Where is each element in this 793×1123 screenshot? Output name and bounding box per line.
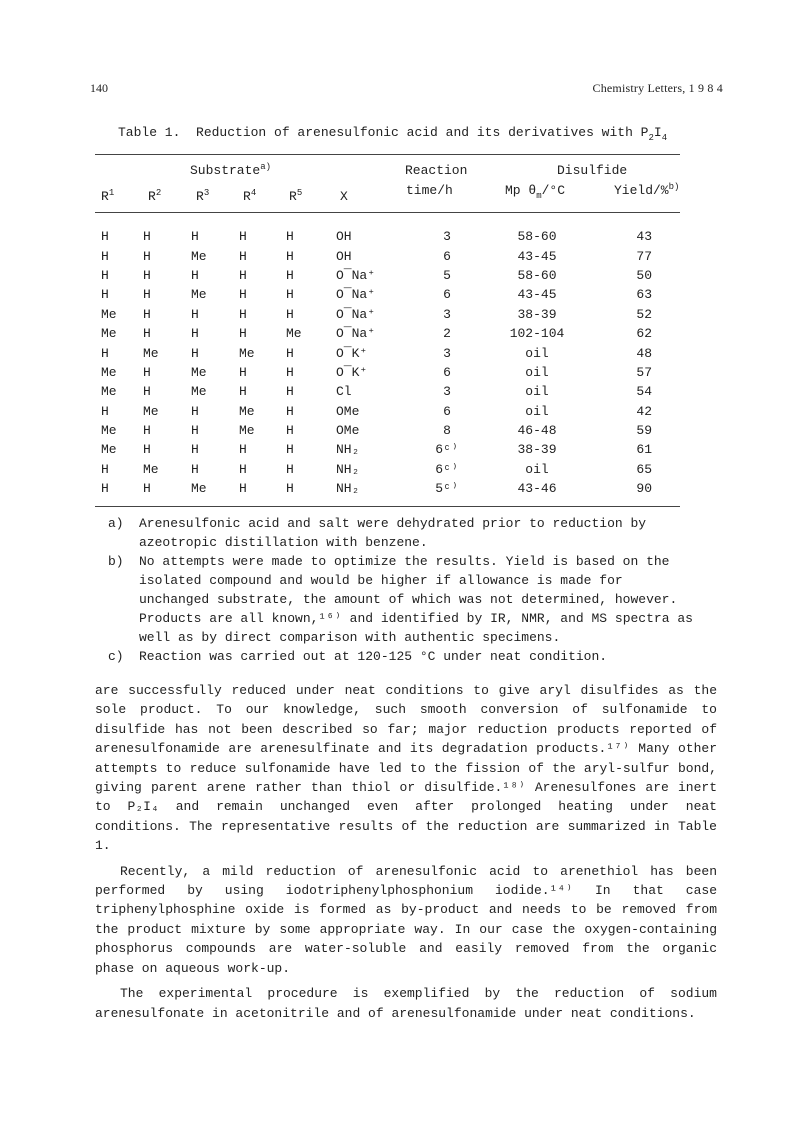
table-row xyxy=(95,285,680,304)
cell-mp: 102-104 xyxy=(509,326,565,342)
cell-r2: H xyxy=(143,267,151,283)
table-title-sub-2: 2 xyxy=(648,133,654,143)
data-table-body xyxy=(95,227,680,498)
cell-time: 6 xyxy=(443,403,451,419)
cell-yield: 52 xyxy=(636,306,652,322)
cell-yield: 54 xyxy=(636,384,652,400)
cell-r4: H xyxy=(239,267,247,283)
cell-time: 3 xyxy=(443,306,451,322)
footnote-text: No attempts were made to optimize the results. Yield is based on the isolated compound and would be higher if allowance is made for unchanged substrate, the amount of which was not determined, however. Products are all known,¹⁶⁾ and identified by IR, NMR, and MS spectra as well as by direct comparison with authentic specimens. xyxy=(139,554,693,645)
cell-r3: H xyxy=(191,423,199,439)
table-title-text: Table 1. Reduction of arenesulfonic acid and its derivatives with P xyxy=(118,125,649,140)
cell-r5: H xyxy=(286,461,294,477)
cell-yield: 50 xyxy=(636,267,652,283)
paragraph: The experimental procedure is exemplified by the reduction of sodium arenesulfonate in acetonitrile and of arenesulfonamide under neat conditions. xyxy=(95,986,717,1021)
col-r5-label: R xyxy=(289,189,297,204)
col-r4-label: R xyxy=(243,189,251,204)
cell-x: NH₂ xyxy=(336,442,360,458)
cell-r1: Me xyxy=(101,423,117,439)
cell-mp: oil xyxy=(525,364,549,380)
cell-x: O¯Na⁺ xyxy=(336,287,376,303)
cell-r4: H xyxy=(239,461,247,477)
table-row xyxy=(95,402,680,421)
cell-yield: 59 xyxy=(636,423,652,439)
cell-r1: H xyxy=(101,267,109,283)
cell-r3: H xyxy=(191,326,199,342)
cell-yield: 62 xyxy=(636,326,652,342)
cell-mp: oil xyxy=(525,403,549,419)
cell-r1: H xyxy=(101,481,109,497)
table-footnotes xyxy=(108,514,698,666)
cell-r4: H xyxy=(239,229,247,245)
cell-r4: H xyxy=(239,364,247,380)
cell-x: O¯Na⁺ xyxy=(336,267,376,283)
table-row xyxy=(95,324,680,343)
cell-r3: Me xyxy=(191,481,207,497)
cell-r4: Me xyxy=(239,345,255,361)
cell-time: 6 xyxy=(443,287,451,303)
cell-r4: H xyxy=(239,326,247,342)
cell-r2: Me xyxy=(143,403,159,419)
cell-x: OMe xyxy=(336,403,360,419)
table-row xyxy=(95,227,680,246)
cell-mp: 43-45 xyxy=(517,287,557,303)
cell-r3: Me xyxy=(191,364,207,380)
cell-x: OMe xyxy=(336,423,360,439)
col-r1-label: R xyxy=(101,189,109,204)
cell-mp: 43-45 xyxy=(517,248,557,264)
cell-r5: Me xyxy=(286,326,302,342)
cell-mp: oil xyxy=(525,461,549,477)
col-header-r4 xyxy=(243,189,256,204)
cell-r3: H xyxy=(191,267,199,283)
cell-mp: 38-39 xyxy=(517,442,557,458)
cell-r1: H xyxy=(101,287,109,303)
cell-yield: 77 xyxy=(636,248,652,264)
table-row xyxy=(95,460,680,479)
cell-r4: H xyxy=(239,287,247,303)
col-header-x: X xyxy=(340,189,348,204)
cell-r4: H xyxy=(239,384,247,400)
footnote-label: c) xyxy=(108,649,124,664)
cell-x: O¯Na⁺ xyxy=(336,306,376,322)
cell-mp: oil xyxy=(525,384,549,400)
cell-mp: 43-46 xyxy=(517,481,557,497)
cell-r5: H xyxy=(286,248,294,264)
cell-yield: 43 xyxy=(636,229,652,245)
cell-r2: H xyxy=(143,423,151,439)
col-yield-sup: b) xyxy=(668,182,680,192)
cell-r1: H xyxy=(101,403,109,419)
cell-yield: 42 xyxy=(636,403,652,419)
table-row xyxy=(95,421,680,440)
cell-r5: H xyxy=(286,229,294,245)
table-row xyxy=(95,479,680,498)
cell-time: 2 xyxy=(443,326,451,342)
cell-r2: H xyxy=(143,248,151,264)
body-text xyxy=(95,681,717,1023)
cell-r1: H xyxy=(101,345,109,361)
cell-x: OH xyxy=(336,229,352,245)
cell-r2: H xyxy=(143,287,151,303)
cell-r3: Me xyxy=(191,384,207,400)
cell-time: 3 xyxy=(443,345,451,361)
cell-time: 6 xyxy=(443,248,451,264)
cell-yield: 90 xyxy=(636,481,652,497)
reaction-header: Reaction xyxy=(405,163,468,178)
cell-x: NH₂ xyxy=(336,481,360,497)
cell-r3: H xyxy=(191,442,199,458)
cell-r1: H xyxy=(101,461,109,477)
cell-r5: H xyxy=(286,384,294,400)
cell-r4: Me xyxy=(239,403,255,419)
table-row xyxy=(95,305,680,324)
cell-mp: 38-39 xyxy=(517,306,557,322)
cell-r2: H xyxy=(143,326,151,342)
col-r3-sup: 3 xyxy=(203,188,210,198)
disulfide-header: Disulfide xyxy=(557,163,628,178)
cell-r5: H xyxy=(286,287,294,303)
cell-time: 3 xyxy=(443,384,451,400)
cell-mp: 58-60 xyxy=(517,267,557,283)
cell-r1: Me xyxy=(101,384,117,400)
cell-r4: Me xyxy=(239,423,255,439)
cell-r2: H xyxy=(143,384,151,400)
cell-r5: H xyxy=(286,345,294,361)
col-mp-unit: /°C xyxy=(541,183,566,198)
cell-time: 6ᶜ⁾ xyxy=(435,461,459,477)
footnote-text: Reaction was carried out at 120-125 °C under neat condition. xyxy=(139,649,608,664)
footnote-a xyxy=(108,514,698,552)
cell-r3: H xyxy=(191,229,199,245)
col-mp-label: Mp θ xyxy=(505,183,537,198)
cell-x: O¯K⁺ xyxy=(336,345,368,361)
table-bottom-rule xyxy=(95,506,680,507)
table-top-rule xyxy=(95,154,680,155)
col-header-r5 xyxy=(289,189,302,204)
table-title-sub-4: 4 xyxy=(661,133,668,143)
cell-r2: H xyxy=(143,306,151,322)
cell-r1: Me xyxy=(101,364,117,380)
cell-yield: 57 xyxy=(636,364,652,380)
cell-r1: Me xyxy=(101,306,117,322)
cell-r3: Me xyxy=(191,248,207,264)
cell-r1: Me xyxy=(101,326,117,342)
paragraph: are successfully reduced under neat conditions to give aryl disulfides as the sole product. To our knowledge, such smooth conversion of sulfonamide to disulfide has not been described so far; major reduction products reported of arenesulfonamide are arenesulfinate and its degradation products.¹⁷⁾ Many other attempts to reduce sulfonamide have led to the fission of the aryl-sulfur bond, giving parent arene rather than thiol or disulfide.¹⁸⁾ Arenesulfones are inert to P₂I₄ and remain unchanged even after prolonged heating under neat conditions. The representative results of the reduction are summarized in Table 1. xyxy=(95,683,717,854)
footnote-b xyxy=(108,552,698,647)
cell-r5: H xyxy=(286,403,294,419)
cell-yield: 63 xyxy=(636,287,652,303)
cell-r5: H xyxy=(286,364,294,380)
cell-x: NH₂ xyxy=(336,461,360,477)
cell-yield: 61 xyxy=(636,442,652,458)
footnote-label: b) xyxy=(108,554,124,569)
col-header-yield xyxy=(614,183,679,198)
col-header-time: time/h xyxy=(406,183,453,198)
col-r5-sup: 5 xyxy=(296,188,303,198)
cell-r1: Me xyxy=(101,442,117,458)
cell-r5: H xyxy=(286,423,294,439)
cell-mp: oil xyxy=(525,345,549,361)
cell-r1: H xyxy=(101,248,109,264)
data-table xyxy=(95,227,680,498)
cell-r2: H xyxy=(143,364,151,380)
table-row xyxy=(95,246,680,265)
col-yield-label: Yield/% xyxy=(614,183,669,198)
cell-r2: H xyxy=(143,442,151,458)
cell-time: 6ᶜ⁾ xyxy=(435,442,459,458)
cell-yield: 65 xyxy=(636,461,652,477)
cell-r2: H xyxy=(143,229,151,245)
table-header-rule xyxy=(95,212,680,213)
cell-r5: H xyxy=(286,481,294,497)
cell-r3: Me xyxy=(191,287,207,303)
cell-x: OH xyxy=(336,248,352,264)
col-header-mp xyxy=(505,183,566,201)
cell-time: 5ᶜ⁾ xyxy=(435,481,459,497)
cell-r3: H xyxy=(191,345,199,361)
table-row xyxy=(95,363,680,382)
col-header-r2 xyxy=(148,189,161,204)
cell-r5: H xyxy=(286,267,294,283)
cell-x: Cl xyxy=(336,384,352,400)
cell-time: 5 xyxy=(443,267,451,283)
cell-r3: H xyxy=(191,461,199,477)
cell-time: 3 xyxy=(443,229,451,245)
substrate-header xyxy=(190,163,271,178)
table-row xyxy=(95,382,680,401)
table-row xyxy=(95,266,680,285)
col-mp-sub: m xyxy=(536,191,542,201)
page-number: 140 xyxy=(90,81,108,95)
cell-time: 6 xyxy=(443,364,451,380)
table-row xyxy=(95,343,680,362)
cell-x: O¯K⁺ xyxy=(336,364,368,380)
table-row xyxy=(95,440,680,459)
cell-r4: H xyxy=(239,442,247,458)
col-r3-label: R xyxy=(196,189,204,204)
substrate-footnote-ref: a) xyxy=(260,162,272,172)
cell-r3: H xyxy=(191,306,199,322)
cell-x: O¯Na⁺ xyxy=(336,326,376,342)
cell-r2: H xyxy=(143,481,151,497)
cell-r2: Me xyxy=(143,461,159,477)
footnote-text: Arenesulfonic acid and salt were dehydrated prior to reduction by azeotropic distillation with benzene. xyxy=(139,516,647,550)
paragraph: Recently, a mild reduction of arenesulfonic acid to arenethiol has been performed by using iodotriphenylphosphonium iodide.¹⁴⁾ In that case triphenylphosphine oxide is formed as by-product and needs to be removed from the product mixture by some appropriate way. In our case the oxygen-containing phosphorus compounds are water-soluble and easily removed from the organic phase on aqueous work-up. xyxy=(95,863,717,976)
cell-r2: Me xyxy=(143,345,159,361)
cell-yield: 48 xyxy=(636,345,652,361)
cell-r1: H xyxy=(101,229,109,245)
cell-r4: H xyxy=(239,306,247,322)
col-header-r3 xyxy=(196,189,209,204)
cell-time: 8 xyxy=(443,423,451,439)
cell-r3: H xyxy=(191,403,199,419)
col-r1-sup: 1 xyxy=(108,188,115,198)
journal-running-head: Chemistry Letters, 1 9 8 4 xyxy=(592,81,723,95)
substrate-label: Substrate xyxy=(190,163,261,178)
col-r2-sup: 2 xyxy=(155,188,162,198)
cell-r4: H xyxy=(239,481,247,497)
cell-mp: 58-60 xyxy=(517,229,557,245)
footnote-label: a) xyxy=(108,516,124,531)
cell-r4: H xyxy=(239,248,247,264)
table-title-i: I xyxy=(653,125,662,140)
cell-r5: H xyxy=(286,442,294,458)
col-r2-label: R xyxy=(148,189,156,204)
footnote-c xyxy=(108,647,698,666)
table-title xyxy=(118,125,668,143)
col-r4-sup: 4 xyxy=(250,188,257,198)
cell-r5: H xyxy=(286,306,294,322)
cell-mp: 46-48 xyxy=(517,423,557,439)
col-header-r1 xyxy=(101,189,114,204)
